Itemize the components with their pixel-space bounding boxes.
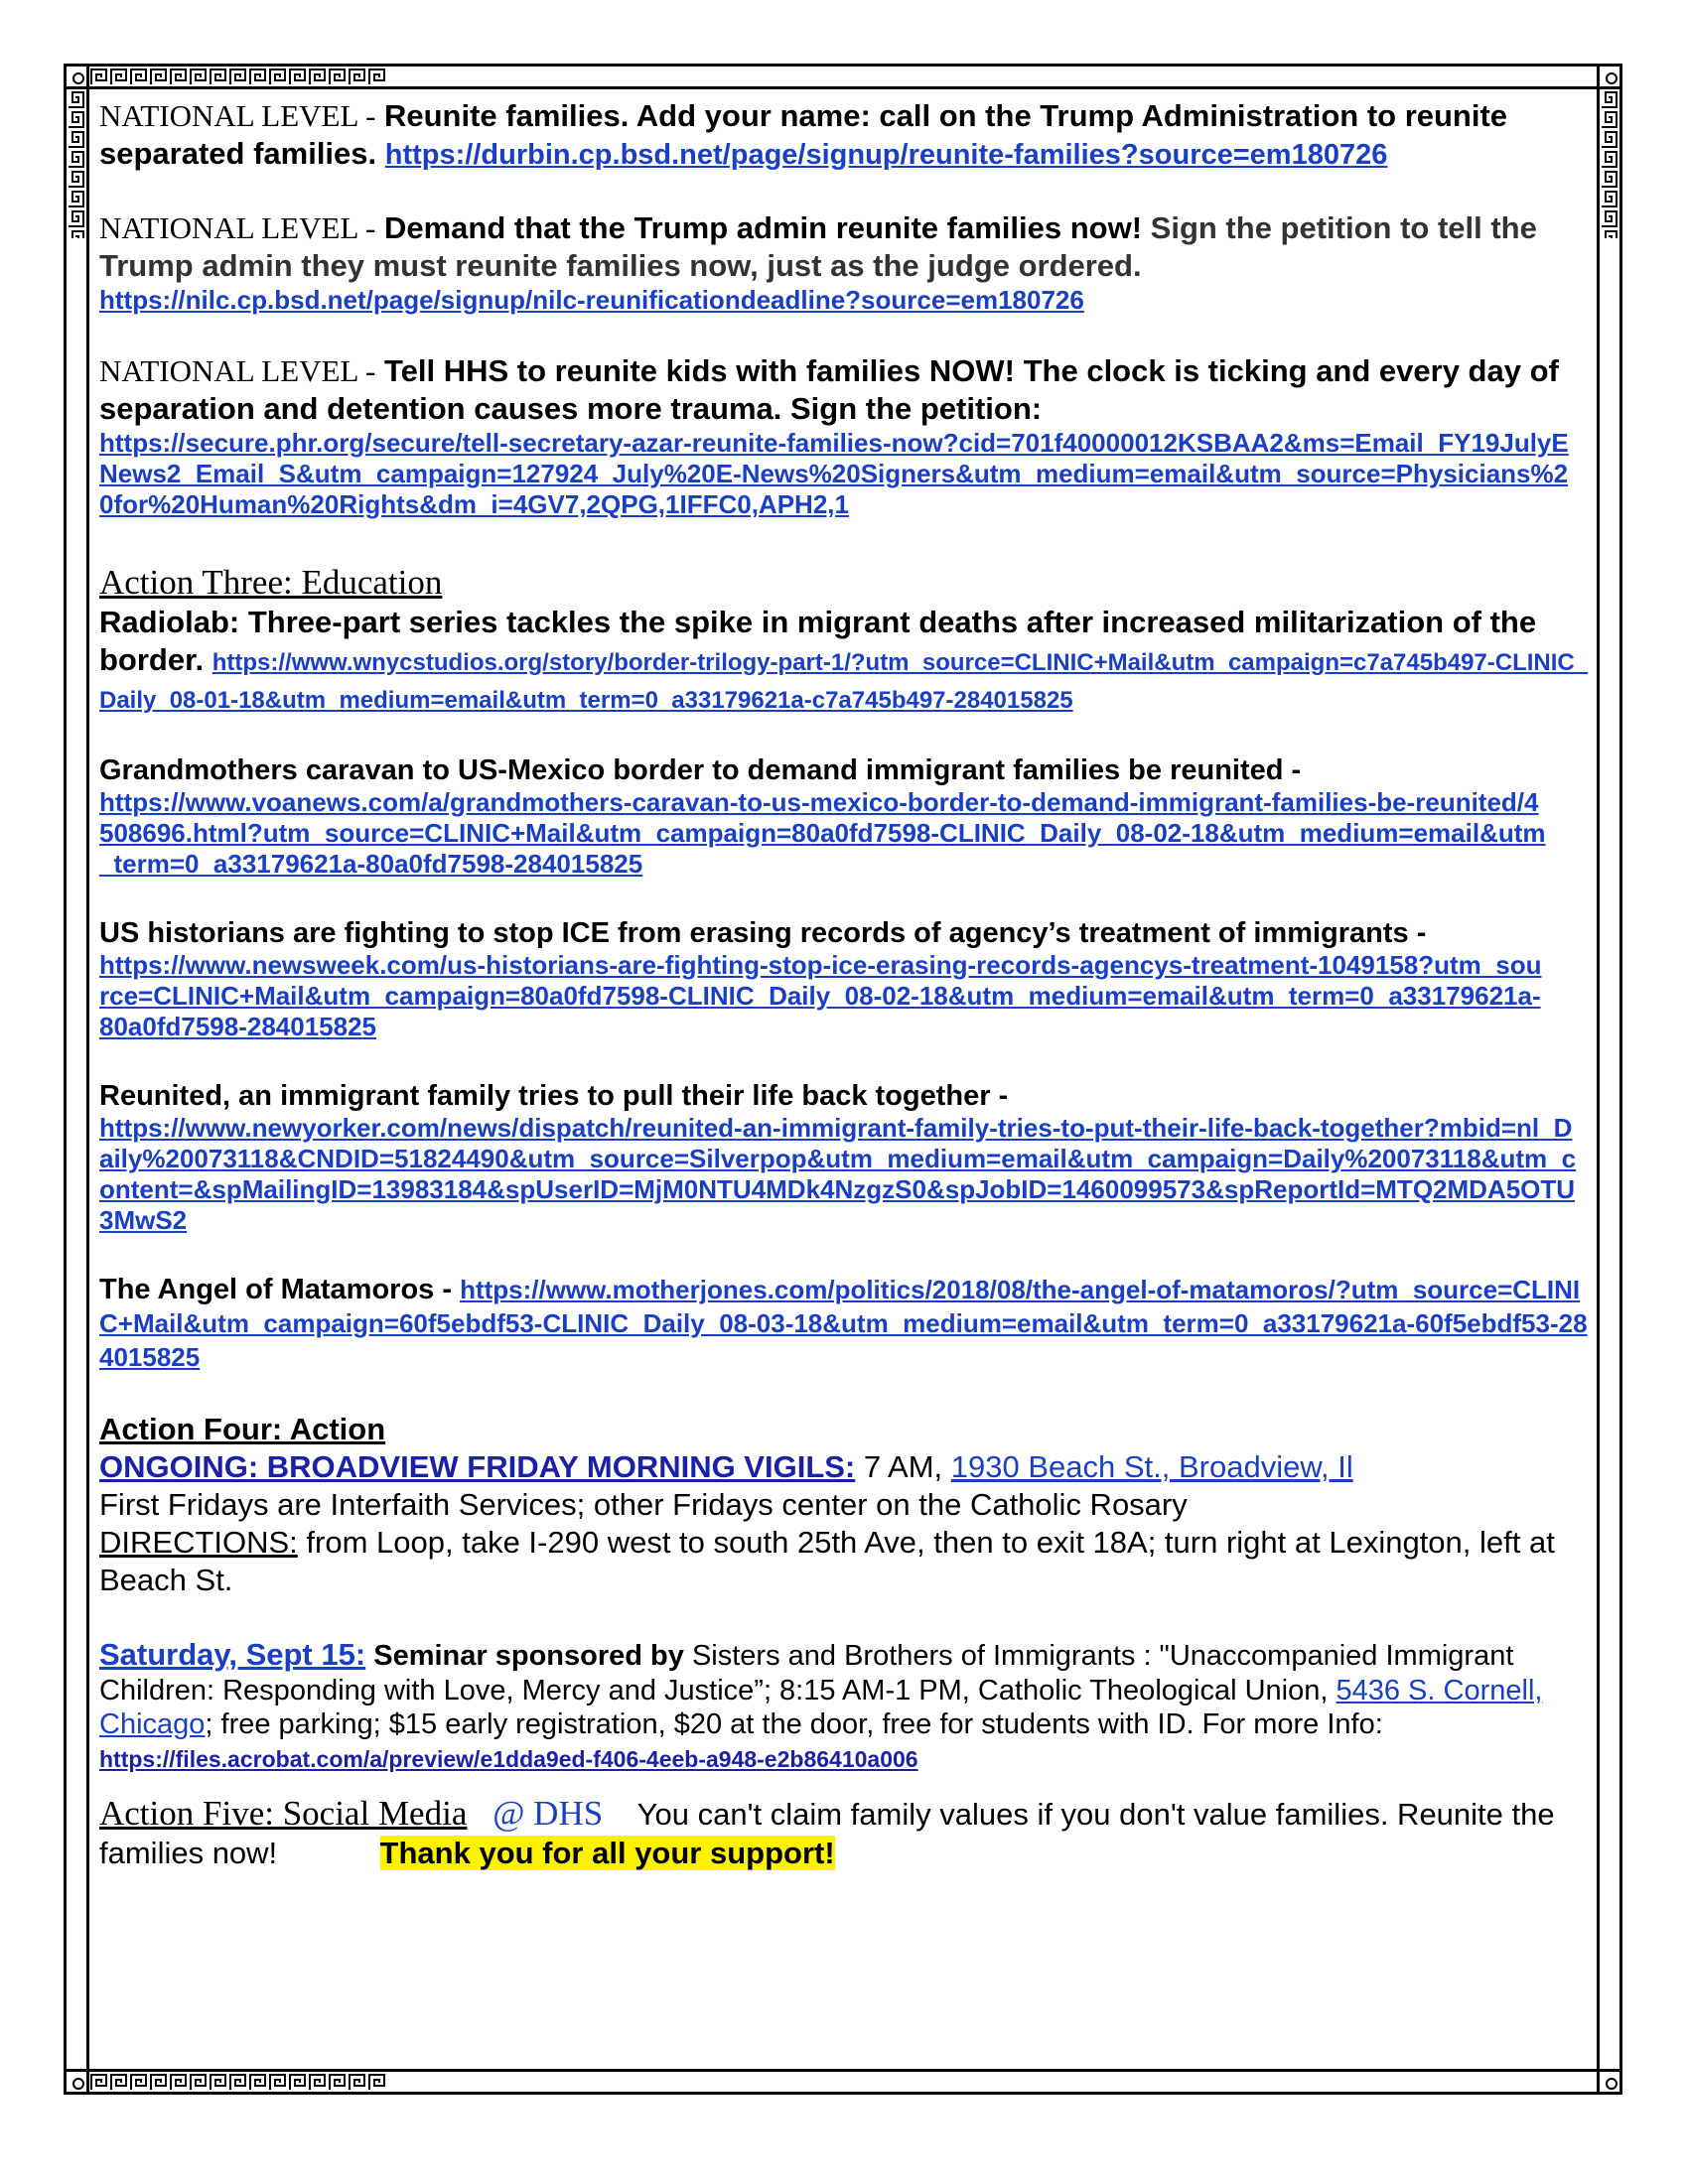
article-link[interactable]: https://www.voanews.com/a/grandmothers-caravan-to-us-mexico-border-to-demand-immigrant-families-be-reunited/4508696.html?utm_source=CLINIC+Mail&utm_campaign=80a0fd7598-CLINIC_Daily_08-02-18&utm_medium=email&utm_term=0_a33179621a-80a0fd7598-284015825: [99, 787, 1546, 879]
item-text: Demand that the Trump admin reunite families now!: [383, 210, 1143, 245]
section-heading: Action Three: Education: [99, 563, 443, 602]
item-text: Tell HHS to reunite kids with families NOW! The clock is ticking and every day of separation and detention causes more trauma. Sign the petition:: [99, 353, 1559, 426]
national-item: [99, 97, 1589, 173]
item-text: Grandmothers caravan to US-Mexico border to demand immigrant families be reunited -: [99, 754, 1302, 786]
national-item: [99, 209, 1589, 316]
level-label: NATIONAL LEVEL -: [99, 210, 376, 245]
social-message: You can't claim family values if you don't value families: [636, 1797, 1380, 1832]
vigil-note: First Fridays are Interfaith Services; other Fridays center on the Catholic Rosary: [99, 1487, 1188, 1522]
section-heading: Action Four: Action: [99, 1412, 386, 1446]
item-subtext: Sign the petition to tell the Trump admin they must reunite families now, just as the judge ordered.: [99, 210, 1537, 283]
seminar-info-link[interactable]: https://files.acrobat.com/a/preview/e1dda9ed-f406-4eeb-a948-e2b86410a006: [99, 1746, 918, 1772]
article-link[interactable]: https://www.motherjones.com/politics/2018/08/the-angel-of-matamoros/?utm_source=CLINIC+Mail&utm_campaign=60f5ebdf53-CLINIC_Daily_08-03-18&utm_medium=email&utm_term=0_a33179621a-60f5ebdf53-284015825: [99, 1275, 1588, 1372]
border-bottom: [64, 2069, 1622, 2095]
item-text: Reunited, an immigrant family tries to pull their life back together -: [99, 1080, 1009, 1112]
education-item: [99, 753, 1589, 880]
social-section: [99, 1793, 1589, 1872]
petition-link[interactable]: https://nilc.cp.bsd.net/page/signup/nilc-reunificationdeadline?source=em180726: [99, 285, 1084, 315]
section-heading: Action Five: Social Media: [99, 1794, 468, 1833]
article-link[interactable]: https://www.newsweek.com/us-historians-are-fighting-stop-ice-erasing-records-agencys-treatment-1049158?utm_source=CLINIC+Mail&utm_campaign=80a0fd7598-CLINIC_Daily_08-02-18&utm_medium=email&utm_term=0_a33179621a-80a0fd7598-284015825: [99, 950, 1542, 1041]
article-link[interactable]: https://www.wnycstudios.org/story/border-trilogy-part-1/?utm_source=CLINIC+Mail&utm_campaign=c7a745b497-CLINIC_Daily_08-01-18&utm_medium=email&utm_term=0_a33179621a-c7a745b497-284015825: [99, 649, 1589, 714]
directions-text: from Loop, take I-290 west to south 25th Ave, then to exit 18A; turn right at Lexington, left at Beach St.: [99, 1525, 1555, 1597]
flyer-content: [99, 97, 1589, 1872]
seminar-lead: Seminar sponsored by: [365, 1640, 684, 1672]
border-corner: [1597, 2069, 1622, 2095]
petition-link[interactable]: https://secure.phr.org/secure/tell-secretary-azar-reunite-families-now?cid=701f40000012KSBAA2&ms=Email_FY19JulyENews2_Email_S&utm_campaign=127924_July%20E-News%20Signers&utm_medium=email&utm_source=Physicians%20for%20Human%20Rights&dm_i=4GV7,2QPG,1IFFC0,APH2,1: [99, 428, 1569, 519]
education-item: [99, 1079, 1589, 1236]
vigil-time: 7 AM,: [855, 1449, 943, 1484]
level-label: NATIONAL LEVEL -: [99, 353, 376, 388]
level-label: NATIONAL LEVEL -: [99, 98, 376, 133]
border-corner: [64, 64, 89, 89]
border-corner: [64, 2069, 89, 2095]
item-text: US historians are fighting to stop ICE from erasing records of agency’s treatment of immigrants -: [99, 917, 1427, 949]
directions: [99, 1524, 1589, 1599]
border-pattern-right: [1600, 89, 1619, 238]
border-pattern-top: [89, 67, 387, 86]
border-corner: [1597, 64, 1622, 89]
item-text: Radiolab: Three-part series tackles the spike in migrant deaths after increased militarization of the border.: [99, 605, 1537, 677]
seminar-date-link[interactable]: Saturday, Sept 15:: [99, 1637, 366, 1672]
education-item: [99, 916, 1589, 1042]
item-text: Reunite families. Add your name: call on the Trump Administration to reunite separated families.: [99, 98, 1508, 171]
border-pattern-bottom: [89, 2072, 387, 2092]
border-pattern-left: [67, 89, 86, 238]
border-top: [64, 64, 1622, 89]
border-right: [1597, 64, 1622, 2095]
national-item: [99, 352, 1589, 520]
vigil-link[interactable]: ONGOING: BROADVIEW FRIDAY MORNING VIGILS:: [99, 1449, 856, 1484]
item-text: The Angel of Matamoros -: [99, 1274, 452, 1305]
action-section: [99, 1411, 1589, 1775]
article-link[interactable]: https://www.newyorker.com/news/dispatch/reunited-an-immigrant-family-tries-to-put-their-life-back-together?mbid=nl_Daily%20073118&CNDID=51824490&utm_source=Silverpop&utm_medium=email&utm_campaign=Daily%20073118&utm_content=&spMailingID=13983184&spUserID=MjM0NTU4MDk4NzgzS0&spJobID=1460099573&spReportId=MTQ2MDA5OTU3MwS2: [99, 1113, 1577, 1235]
petition-link[interactable]: https://durbin.cp.bsd.net/page/signup/reunite-families?source=em180726: [384, 139, 1388, 171]
education-item: [99, 1273, 1589, 1374]
border-left: [64, 64, 89, 2095]
seminar-address-link[interactable]: 5436 S. Cornell, Chicago: [99, 1675, 1543, 1740]
seminar: [99, 1636, 1589, 1775]
seminar-text-2: ; free parking; $15 early registration, $20 at the door, free for students with ID. For more Info:: [205, 1708, 1383, 1740]
thanks-highlight: Thank you for all your support!: [379, 1836, 835, 1870]
directions-label: DIRECTIONS:: [99, 1525, 298, 1560]
education-item: [99, 604, 1589, 717]
seminar-text: Sisters and Brothers of Immigrants : "Unaccompanied Immigrant Children: Responding with Love, Mercy and Justice”; 8:15 AM-1 PM, Catholic Theological Union,: [99, 1640, 1514, 1706]
education-section: [99, 562, 1589, 1374]
vigil-address-link[interactable]: 1930 Beach St., Broadview, Il: [950, 1449, 1353, 1484]
social-handle: @ DHS: [492, 1794, 604, 1833]
social-message-end: . Reunite the families now!: [99, 1797, 1555, 1870]
